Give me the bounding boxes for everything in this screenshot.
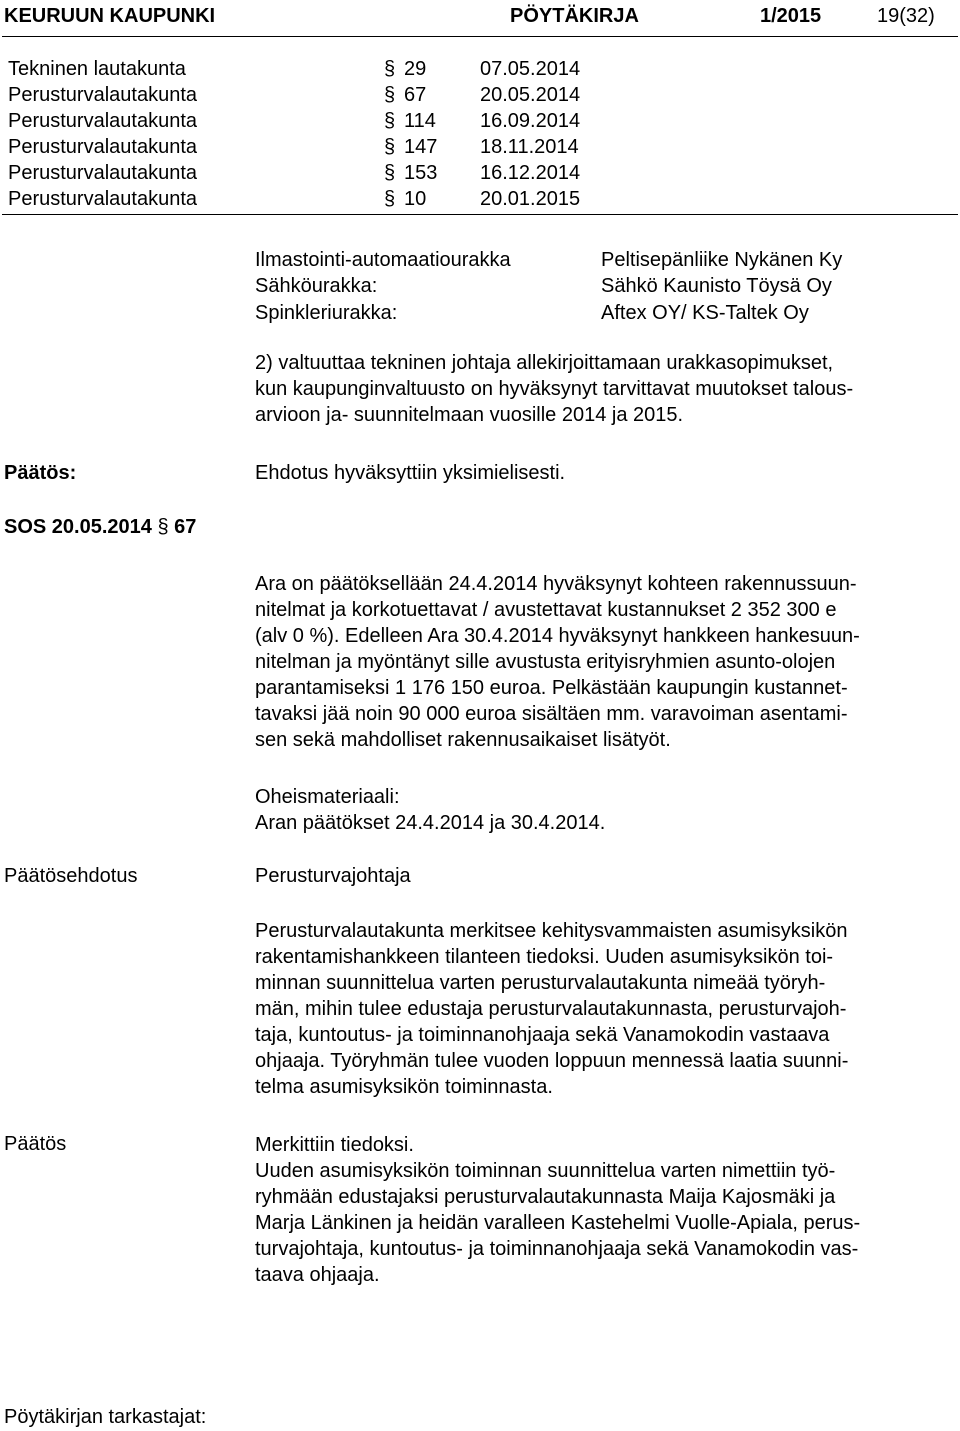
sos-heading-number: 67 <box>174 516 197 538</box>
history-body: Perusturvalautakunta <box>8 84 198 106</box>
authorization-paragraph <box>255 350 955 428</box>
paragraph-line: nitelman ja myöntänyt sille avustusta erityisryhmien asunto-olojen <box>255 651 836 673</box>
paragraph-line: ohjaaja. Työryhmän tulee vuoden loppuun mennessä laatia suunni- <box>255 1050 849 1072</box>
section-symbol: § <box>157 516 169 538</box>
contract-type: Spinkleriurakka: <box>255 302 398 324</box>
section-symbol: § <box>384 136 396 158</box>
inspectors-label: Pöytäkirjan tarkastajat: <box>4 1406 207 1428</box>
contract-contractor: Peltisepänliike Nykänen Ky <box>601 249 843 271</box>
organization-name: KEURUUN KAUPUNKI <box>4 5 216 27</box>
history-date: 20.01.2015 <box>480 188 581 210</box>
paragraph-line: Ara on päätöksellään 24.4.2014 hyväksynyt kohteen rakennussuun- <box>255 573 857 595</box>
history-divider <box>2 214 958 215</box>
paragraph-line: Merkittiin tiedoksi. <box>255 1134 414 1156</box>
paragraph-line: turvajohtaja, kuntoutus- ja toiminnanohjaaja sekä Vanamokodin vas- <box>255 1238 859 1260</box>
paragraph-line: Perusturvalautakunta merkitsee kehitysvammaisten asumisyksikön <box>255 920 848 942</box>
paragraph-line: Uuden asumisyksikön toiminnan suunnittelua varten nimettiin työ- <box>255 1160 836 1182</box>
section-symbol: § <box>384 162 396 184</box>
history-date: 16.09.2014 <box>480 110 581 132</box>
document-type: PÖYTÄKIRJA <box>510 5 639 27</box>
proposal-label: Päätösehdotus <box>4 865 138 887</box>
history-body: Tekninen lautakunta <box>8 58 186 80</box>
paragraph-line: tavaksi jää noin 90 000 euroa sisältäen mm. varavoiman asentami- <box>255 703 848 725</box>
document-number: 1/2015 <box>760 5 822 27</box>
history-number: 147 <box>404 136 438 158</box>
decision-paragraph <box>255 1132 955 1288</box>
history-number: 153 <box>404 162 438 184</box>
paragraph-line: telma asumisyksikön toiminnasta. <box>255 1076 553 1098</box>
section-symbol: § <box>384 188 396 210</box>
paragraph-line: Marja Länkinen ja heidän varalleen Kastehelmi Vuolle-Apiala, perus- <box>255 1212 861 1234</box>
section-symbol: § <box>384 110 396 132</box>
paragraph-line: män, mihin tulee edustaja perusturvalautakunnasta, perusturvajoh- <box>255 998 847 1020</box>
proposal-paragraph <box>255 918 955 1100</box>
paragraph-line: kun kaupunginvaltuusto on hyväksynyt tarvittavat muutokset talous- <box>255 378 854 400</box>
history-body: Perusturvalautakunta <box>8 188 198 210</box>
attachments-label: Oheismateriaali: <box>255 786 400 808</box>
section-symbol: § <box>384 84 396 106</box>
history-date: 07.05.2014 <box>480 58 581 80</box>
decision-label: Päätös: <box>4 462 77 484</box>
paragraph-line: parantamiseksi 1 176 150 euroa. Pelkästään kaupungin kustannet- <box>255 677 848 699</box>
decision-label: Päätös <box>4 1133 67 1155</box>
sos-heading <box>4 516 196 539</box>
history-number: 10 <box>404 188 427 210</box>
history-body: Perusturvalautakunta <box>8 110 198 132</box>
ara-paragraph <box>255 571 955 753</box>
sos-heading-prefix: SOS 20.05.2014 <box>4 516 152 538</box>
history-number: 29 <box>404 58 427 80</box>
history-body: Perusturvalautakunta <box>8 136 198 158</box>
contract-type: Sähköurakka: <box>255 275 378 297</box>
history-number: 114 <box>404 110 436 132</box>
paragraph-line: (alv 0 %). Edelleen Ara 30.4.2014 hyväksynyt hankkeen hankesuun- <box>255 625 860 647</box>
contract-type: Ilmastointi-automaatiourakka <box>255 249 511 271</box>
paragraph-line: 2) valtuuttaa tekninen johtaja allekirjoittamaan urakkasopimukset, <box>255 352 834 374</box>
history-date: 20.05.2014 <box>480 84 581 106</box>
attachments-text: Aran päätökset 24.4.2014 ja 30.4.2014. <box>255 812 606 834</box>
section-symbol: § <box>384 58 396 80</box>
paragraph-line: taja, kuntoutus- ja toiminnanohjaaja sekä Vanamokodin vastaava <box>255 1024 830 1046</box>
proposal-presenter: Perusturvajohtaja <box>255 865 411 887</box>
paragraph-line: taava ohjaaja. <box>255 1264 380 1286</box>
paragraph-line: nitelmat ja korkotuettavat / avustettavat kustannukset 2 352 300 e <box>255 599 837 621</box>
page-number: 19(32) <box>877 5 935 27</box>
decision-text: Ehdotus hyväksyttiin yksimielisesti. <box>255 462 566 484</box>
history-date: 16.12.2014 <box>480 162 581 184</box>
history-number: 67 <box>404 84 427 106</box>
header-divider <box>2 36 958 37</box>
paragraph-line: minnan suunnittelua varten perusturvalautakunta nimeää työryh- <box>255 972 826 994</box>
history-body: Perusturvalautakunta <box>8 162 198 184</box>
paragraph-line: rakentamishankkeen tilanteen tiedoksi. Uuden asumisyksikön toi- <box>255 946 834 968</box>
paragraph-line: sen sekä mahdolliset rakennusaikaiset lisätyöt. <box>255 729 671 751</box>
paragraph-line: ryhmään edustajaksi perusturvalautakunnasta Maija Kajosmäki ja <box>255 1186 836 1208</box>
history-date: 18.11.2014 <box>480 136 579 158</box>
contract-contractor: Aftex OY/ KS-Taltek Oy <box>601 302 809 324</box>
paragraph-line: arvioon ja- suunnitelmaan vuosille 2014 ja 2015. <box>255 404 684 426</box>
contract-contractor: Sähkö Kaunisto Töysä Oy <box>601 275 832 297</box>
